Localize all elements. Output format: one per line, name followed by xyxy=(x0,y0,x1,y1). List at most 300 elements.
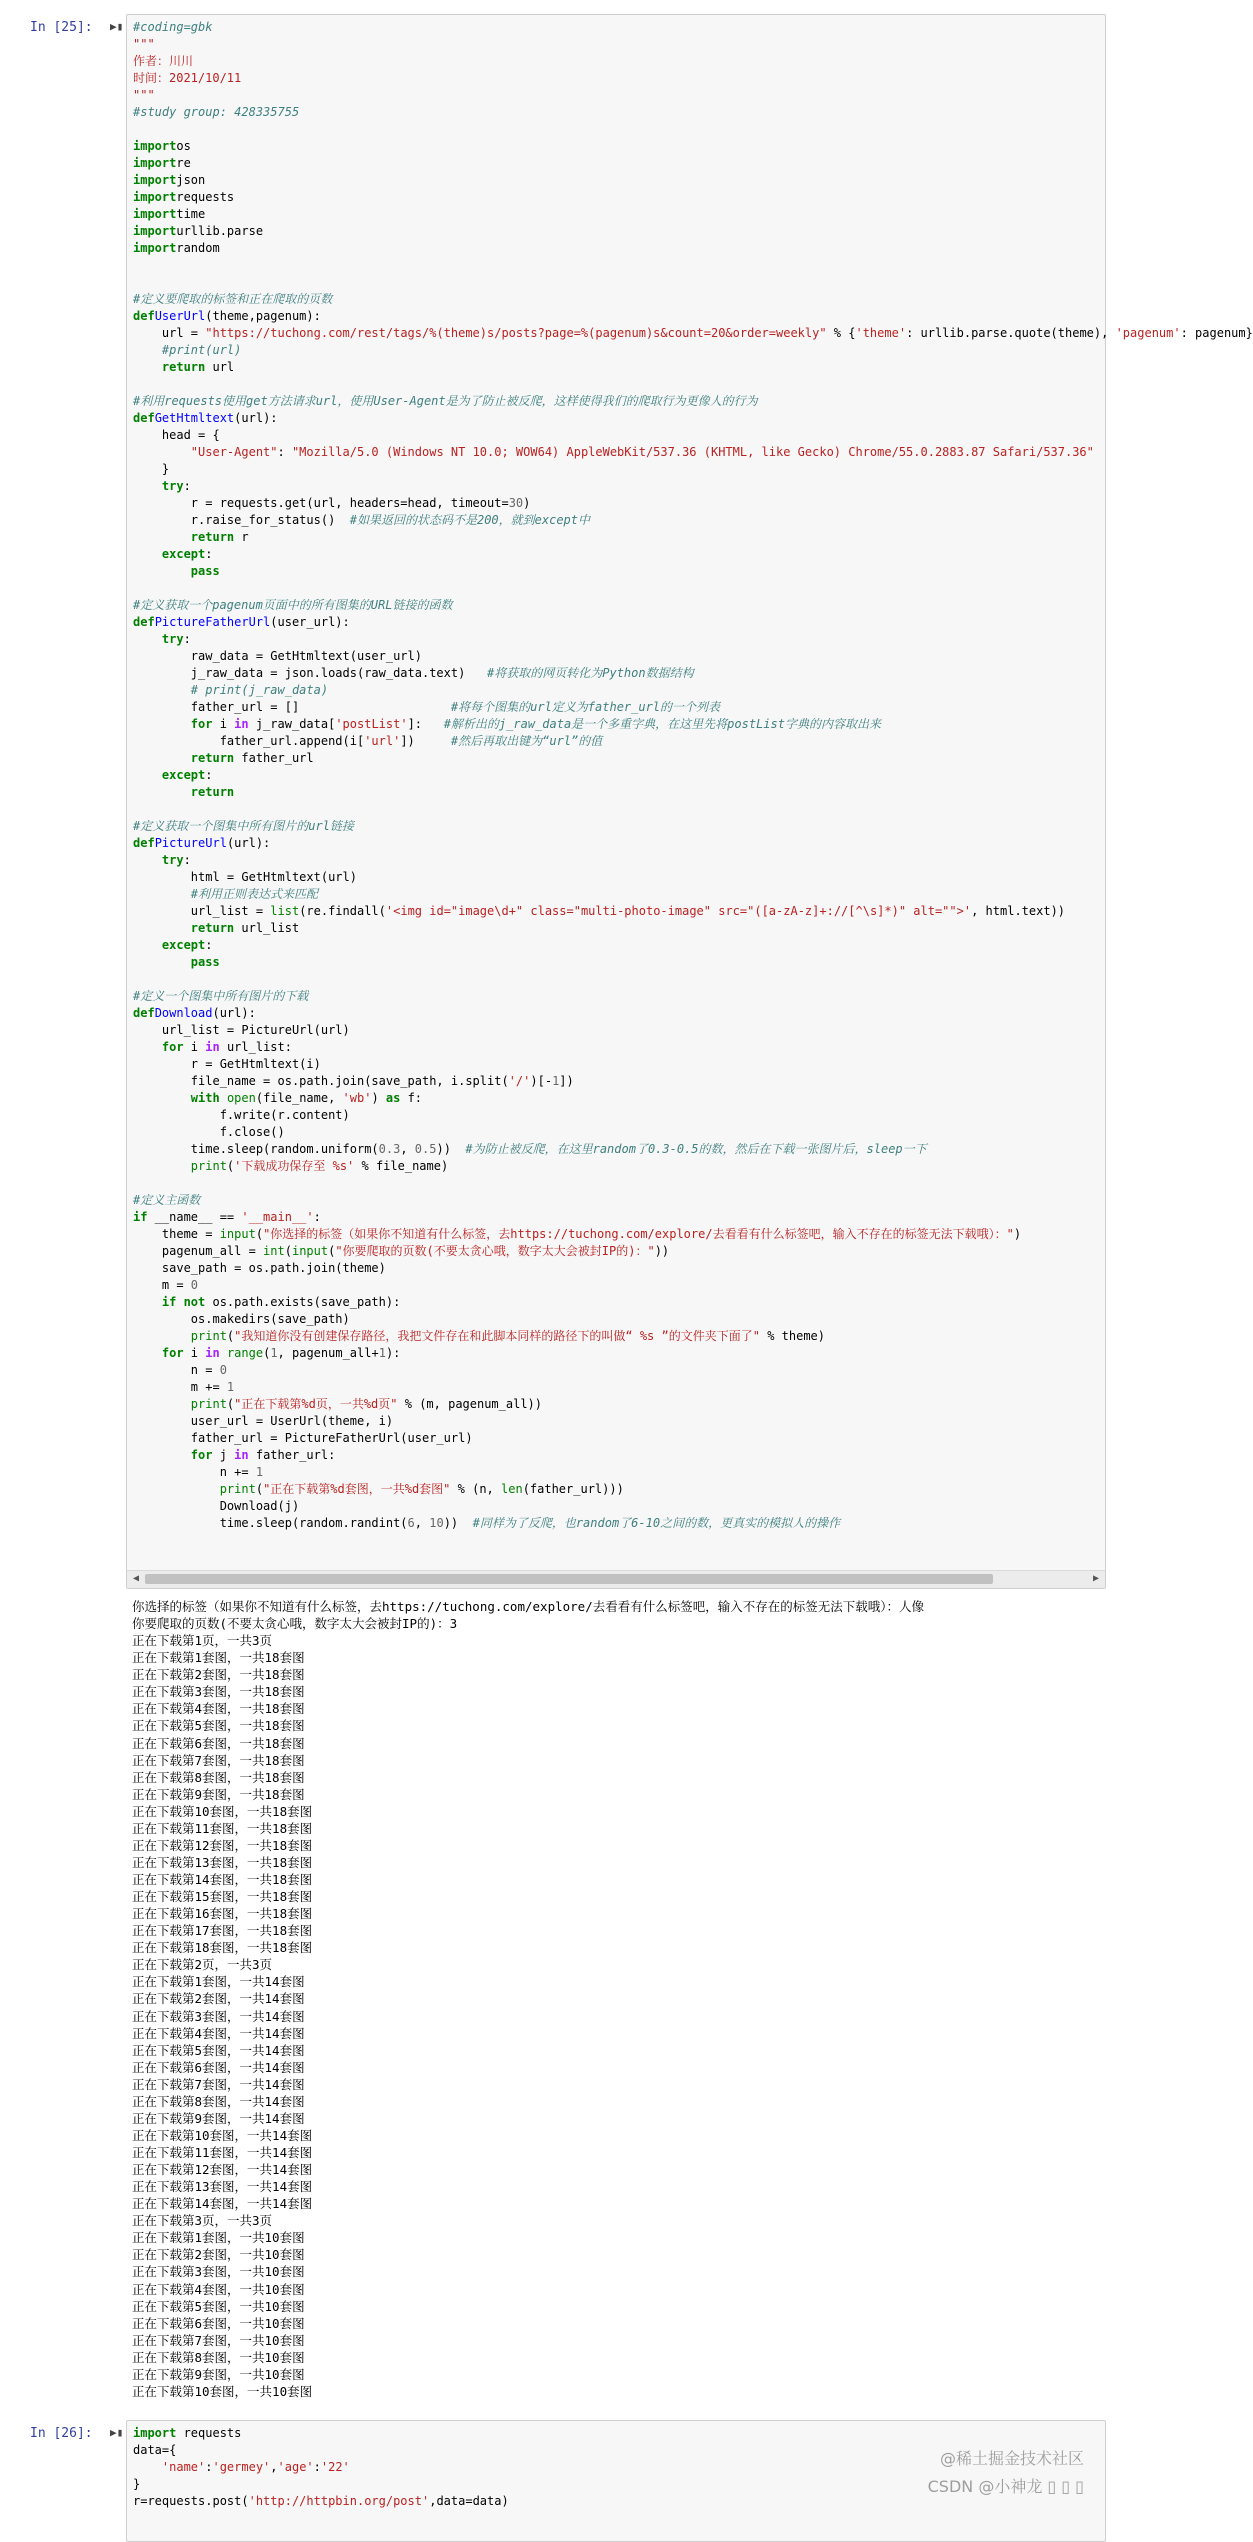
code-line[interactable] xyxy=(133,835,1099,852)
code-token: m = xyxy=(133,1278,191,1292)
code-line[interactable] xyxy=(133,1124,1099,1141)
code-line[interactable] xyxy=(133,53,1099,70)
code-line[interactable] xyxy=(133,1209,1099,1226)
code-token: '下载成功保存至 %s' xyxy=(234,1159,355,1173)
code-token: : xyxy=(183,479,191,493)
code-token: head = { xyxy=(133,428,220,442)
code-line[interactable] xyxy=(133,461,1099,478)
output-line: 正在下载第13套图，一共14套图 xyxy=(132,2179,313,2195)
code-token: os.path.exists(save_path): xyxy=(205,1295,401,1309)
code-token: #利用正则表达式来匹配 xyxy=(133,887,319,901)
code-token: '__main__' xyxy=(241,1210,314,1224)
code-token: 0 xyxy=(219,1363,227,1377)
code-token: % (m, pagenum_all)) xyxy=(397,1397,543,1411)
code-token: ( xyxy=(255,1482,264,1496)
code-line[interactable] xyxy=(133,1311,1099,1328)
code-token: theme = xyxy=(133,1227,220,1241)
output-line: 正在下载第17套图，一共18套图 xyxy=(132,1923,313,1939)
code-line[interactable] xyxy=(133,597,1099,614)
code-line[interactable] xyxy=(133,665,1099,682)
scrollbar-thumb[interactable] xyxy=(145,1574,993,1584)
code-token: (re.findall( xyxy=(299,904,386,918)
code-token: url_list = PictureUrl(url) xyxy=(133,1023,350,1037)
code-token: j_raw_data[ xyxy=(248,717,336,731)
code-line[interactable] xyxy=(133,223,1099,240)
code-token: % theme) xyxy=(759,1329,825,1343)
code-line[interactable] xyxy=(133,903,1099,920)
code-token: (theme,pagenum): xyxy=(205,309,321,323)
code-line[interactable] xyxy=(133,1447,1099,1464)
output-line: 正在下载第9套图，一共14套图 xyxy=(132,2110,305,2126)
code-line[interactable] xyxy=(133,257,1099,274)
code-line[interactable] xyxy=(133,342,1099,359)
code-token: 'http://httpbin.org/post' xyxy=(248,2494,430,2508)
code-token: return xyxy=(133,785,235,799)
code-token: time.sleep(random.randint( xyxy=(133,1516,408,1530)
code-token: #定义获取一个pagenum页面中的所有图集的URL链接的函数 xyxy=(133,598,453,612)
output-line: 正在下载第9套图，一共10套图 xyxy=(132,2366,305,2382)
code-line[interactable] xyxy=(133,529,1099,546)
code-token: print xyxy=(133,1397,227,1411)
code-line[interactable] xyxy=(133,1260,1099,1277)
code-token: raw_data = GetHtmltext(user_url) xyxy=(133,649,422,663)
code-token: in xyxy=(234,1448,249,1462)
code-line[interactable] xyxy=(133,410,1099,427)
code-token: for xyxy=(133,1346,184,1360)
code-line[interactable] xyxy=(133,1226,1099,1243)
code-token: "Mozilla/5.0 (Windows NT 10.0; WOW64) AppleWebKit/537.36 (KHTML, like Gecko) Chrome/55.0.2883.87 Safari/537.36" xyxy=(291,445,1094,459)
code-line[interactable] xyxy=(133,444,1099,461)
code-token: import xyxy=(133,241,177,255)
code-line[interactable] xyxy=(133,682,1099,699)
code-token: ( xyxy=(226,1159,235,1173)
code-token: open xyxy=(226,1091,256,1105)
code-token: r.raise_for_status() xyxy=(133,513,350,527)
code-token: input xyxy=(291,1244,329,1258)
output-line: 正在下载第6套图，一共10套图 xyxy=(132,2315,305,2331)
code-token: (father_url))) xyxy=(522,1482,624,1496)
output-line: 正在下载第2页，一共3页 xyxy=(132,1957,273,1973)
code-line[interactable] xyxy=(133,818,1099,835)
code-token: try xyxy=(133,479,184,493)
code-token: : xyxy=(205,2460,213,2474)
code-line[interactable] xyxy=(133,325,1253,342)
code-line[interactable] xyxy=(133,274,1099,291)
code-token: ( xyxy=(328,1244,336,1258)
code-line[interactable] xyxy=(133,631,1099,648)
code-line[interactable] xyxy=(133,393,1099,410)
code-token: ( xyxy=(226,1397,235,1411)
output-line: 正在下载第11套图，一共14套图 xyxy=(132,2145,313,2160)
code-line[interactable] xyxy=(133,1328,1099,1345)
code-token: : xyxy=(277,445,292,459)
code-token: i xyxy=(212,717,235,731)
code-token: ) xyxy=(523,496,531,510)
code-line[interactable] xyxy=(133,427,1099,444)
code-token: as xyxy=(385,1091,401,1105)
code-token: return xyxy=(133,751,235,765)
output-line: 正在下载第4套图，一共14套图 xyxy=(132,2025,305,2041)
code-token: 'wb' xyxy=(342,1091,372,1105)
code-token: 时间：2021/10/11 xyxy=(133,71,242,85)
code-token: file_name = os.path.join(save_path, i.split( xyxy=(133,1074,509,1088)
code-token: : xyxy=(183,853,191,867)
code-line[interactable] xyxy=(133,1192,1099,1209)
code-token: json xyxy=(176,173,206,187)
code-token: #定义主函数 xyxy=(133,1193,201,1207)
code-token: def xyxy=(133,309,155,323)
code-line[interactable] xyxy=(133,1158,1099,1175)
code-token: ,data=data) xyxy=(429,2494,509,2508)
code-token: } xyxy=(133,2477,141,2491)
code-token: , xyxy=(414,1516,430,1530)
code-token: % (n, xyxy=(450,1482,501,1496)
code-line[interactable] xyxy=(133,1413,1099,1430)
code-line[interactable] xyxy=(133,716,1099,733)
output-line: 正在下载第5套图，一共18套图 xyxy=(132,1718,305,1734)
code-token: def xyxy=(133,1006,155,1020)
code-line[interactable] xyxy=(133,988,1099,1005)
watermark-csdn: CSDN @小神龙 ▯ ▯ ▯ xyxy=(927,2477,1084,2496)
code-token: f.close() xyxy=(133,1125,285,1139)
output-line: 正在下载第10套图，一共14套图 xyxy=(132,2127,313,2143)
code-token: 1 xyxy=(552,1074,560,1088)
code-token: 'postList' xyxy=(335,717,408,731)
code-token: requests xyxy=(176,2426,242,2440)
code-line[interactable] xyxy=(133,971,1099,988)
code-token: len xyxy=(501,1482,523,1496)
code-token: return xyxy=(133,360,206,374)
code-line[interactable] xyxy=(133,580,1099,597)
code-token: : xyxy=(313,2460,321,2474)
code-token: except xyxy=(133,938,206,952)
code-token: url_list = xyxy=(133,904,271,918)
code-token: ( xyxy=(284,1244,292,1258)
code-editor[interactable] xyxy=(126,14,1253,1589)
code-token: os.makedirs(save_path) xyxy=(133,1312,350,1326)
code-token: except xyxy=(133,768,206,782)
code-token: , xyxy=(400,1142,415,1156)
code-line[interactable] xyxy=(133,920,1099,937)
code-line[interactable] xyxy=(133,1345,1099,1362)
output-line: 你选择的标签（如果你不知道有什么标签，去https://tuchong.com/explore/去看看有什么标签吧，输入不存在的标签无法下载哦）：人像 xyxy=(132,1599,924,1614)
code-line[interactable] xyxy=(133,614,1099,631)
code-token: "https://tuchong.com/rest/tags/%(theme)s/posts?page=%(pagenum)s&count=20&order=weekly" xyxy=(205,326,827,340)
code-token: (file_name, xyxy=(255,1091,343,1105)
output-line: 正在下载第1套图，一共18套图 xyxy=(132,1650,305,1666)
code-token: int xyxy=(263,1244,285,1258)
code-token: import xyxy=(133,190,177,204)
code-line[interactable] xyxy=(133,750,1099,767)
code-token: import xyxy=(133,156,177,170)
output-line: 正在下载第9套图，一共18套图 xyxy=(132,1786,305,1802)
output-line: 正在下载第13套图，一共18套图 xyxy=(132,1854,313,1870)
code-line[interactable] xyxy=(133,87,1099,104)
code-line[interactable] xyxy=(133,121,1099,138)
code-line[interactable] xyxy=(133,155,1099,172)
scroll-left-icon[interactable]: ◀ xyxy=(132,1573,140,1584)
code-line[interactable] xyxy=(133,172,1099,189)
output-line: 正在下载第15套图，一共18套图 xyxy=(132,1889,313,1905)
code-token: def xyxy=(133,411,155,425)
code-token: 1 xyxy=(226,1380,235,1394)
code-token: Download(j) xyxy=(133,1499,300,1513)
output-line: 正在下载第6套图，一共14套图 xyxy=(132,2059,305,2075)
code-line[interactable] xyxy=(133,1141,1099,1158)
code-token: time.sleep(random.uniform( xyxy=(133,1142,379,1156)
output-line: 正在下载第8套图，一共18套图 xyxy=(132,1769,305,1785)
code-token: j_raw_data = json.loads(raw_data.text) xyxy=(133,666,488,680)
code-token: n += xyxy=(133,1465,256,1479)
code-line[interactable] xyxy=(133,1073,1099,1090)
code-line[interactable] xyxy=(133,70,1099,87)
code-token: i xyxy=(183,1346,206,1360)
code-token: """ xyxy=(133,88,155,102)
code-token: #解析出的j_raw_data是一个多重字典，在这里先将postList字典的内容取出来 xyxy=(443,717,881,731)
run-marker-icon: ▶▮ xyxy=(110,20,124,33)
code-line[interactable] xyxy=(133,1022,1099,1039)
code-token: 'theme' xyxy=(855,326,907,340)
code-token: pass xyxy=(133,564,220,578)
code-token: 'name' xyxy=(133,2460,206,2474)
code-token: r = GetHtmltext(i) xyxy=(133,1057,321,1071)
code-token: print xyxy=(133,1159,227,1173)
code-token: save_path = os.path.join(theme) xyxy=(133,1261,386,1275)
code-token: print xyxy=(133,1329,227,1343)
output-line: 正在下载第3套图，一共14套图 xyxy=(132,2008,305,2024)
code-line[interactable] xyxy=(133,1396,1099,1413)
code-token: '<img id="image\d+" class="multi-photo-image" src="([a-zA-z]+://[^\s]*)" alt="">' xyxy=(385,904,972,918)
code-line[interactable] xyxy=(133,886,1099,903)
output-line: 正在下载第4套图，一共18套图 xyxy=(132,1701,305,1717)
code-token: ]: xyxy=(407,717,444,731)
code-line[interactable] xyxy=(133,954,1099,971)
code-line[interactable] xyxy=(133,1430,1099,1447)
code-line[interactable] xyxy=(133,1515,1099,1532)
code-token: import xyxy=(133,207,177,221)
code-line[interactable] xyxy=(133,1464,1099,1481)
code-line[interactable] xyxy=(133,1498,1099,1515)
code-token: j xyxy=(212,1448,235,1462)
output-line: 你要爬取的页数(不要太贪心哦，数字太大会被封IP的)：3 xyxy=(132,1616,458,1632)
code-token: r = requests.get(url, headers=head, timeout= xyxy=(133,496,509,510)
code-token: if not xyxy=(133,1295,206,1309)
output-line: 正在下载第11套图，一共18套图 xyxy=(132,1820,313,1836)
output-line: 正在下载第8套图，一共14套图 xyxy=(132,2093,305,2109)
code-line[interactable] xyxy=(133,767,1099,784)
code-line[interactable] xyxy=(133,1362,1099,1379)
code-line[interactable] xyxy=(133,699,1099,716)
code-token: : xyxy=(205,938,213,952)
scroll-right-icon[interactable]: ▶ xyxy=(1092,1573,1100,1584)
code-token: : urllib.parse.quote(theme), xyxy=(906,326,1116,340)
code-token: print xyxy=(133,1482,256,1496)
code-token: #将获取的网页转化为Python数据结构 xyxy=(487,666,694,680)
code-token: ): xyxy=(385,1346,401,1360)
code-token: for xyxy=(133,717,213,731)
code-line[interactable] xyxy=(133,308,1099,325)
code-line[interactable] xyxy=(133,784,1099,801)
code-token: r=requests.post( xyxy=(133,2494,249,2508)
output-line: 正在下载第3套图，一共10套图 xyxy=(132,2264,305,2280)
code-line[interactable] xyxy=(133,869,1099,886)
code-token: url = xyxy=(133,326,206,340)
code-token: #为防止被反爬，在这里random了0.3-0.5的数，然后在下载一张图片后，sleep一下 xyxy=(465,1142,927,1156)
code-token: ]) xyxy=(400,734,451,748)
code-token: : xyxy=(183,632,191,646)
code-line[interactable] xyxy=(133,648,1099,665)
code-token: 作者：川川 xyxy=(133,54,194,68)
code-line[interactable] xyxy=(133,852,1099,869)
code-token: in xyxy=(205,1040,220,1054)
code-token: __name__ == xyxy=(147,1210,242,1224)
output-line: 正在下载第14套图，一共14套图 xyxy=(132,2196,313,2212)
code-line[interactable] xyxy=(133,359,1099,376)
output-line: 正在下载第16套图，一共18套图 xyxy=(132,1906,313,1922)
code-token: m += xyxy=(133,1380,227,1394)
code-lines[interactable] xyxy=(127,15,1253,1532)
code-token xyxy=(220,1091,227,1105)
code-token: 1 xyxy=(378,1346,386,1360)
code-token: #study group: 428335755 xyxy=(133,105,300,119)
code-token: try xyxy=(133,632,184,646)
code-token: , pagenum_all+ xyxy=(277,1346,379,1360)
code-token: )) xyxy=(654,1244,670,1258)
code-token: , xyxy=(270,2460,278,2474)
code-line[interactable] xyxy=(133,1107,1099,1124)
output-line: 正在下载第5套图，一共10套图 xyxy=(132,2298,305,2314)
code-token: data={ xyxy=(133,2443,177,2457)
code-token: : xyxy=(205,768,213,782)
code-line[interactable] xyxy=(133,1090,1099,1107)
code-line[interactable] xyxy=(133,1005,1099,1022)
code-token: def xyxy=(133,615,155,629)
code-line[interactable] xyxy=(133,1294,1099,1311)
code-token: #定义获取一个图集中所有图片的url链接 xyxy=(133,819,354,833)
code-line[interactable] xyxy=(133,376,1099,393)
output-line: 正在下载第1套图，一共14套图 xyxy=(132,1974,305,1990)
output-line: 正在下载第10套图，一共10套图 xyxy=(132,2383,313,2399)
code-token: range xyxy=(226,1346,264,1360)
code-token: UserUrl xyxy=(154,309,206,323)
code-token: "User-Agent" xyxy=(133,445,278,459)
output-line: 正在下载第14套图，一共18套图 xyxy=(132,1872,313,1887)
code-line[interactable] xyxy=(133,19,1099,36)
code-token: if xyxy=(133,1210,148,1224)
code-token: , html.text)) xyxy=(971,904,1066,918)
code-token: # print(j_raw_data) xyxy=(133,683,329,697)
code-line[interactable] xyxy=(133,206,1099,223)
output-line: 正在下载第7套图，一共14套图 xyxy=(132,2076,305,2092)
code-line[interactable] xyxy=(133,1481,1099,1498)
horizontal-scrollbar[interactable] xyxy=(127,1570,1105,1588)
code-token: ( xyxy=(263,1346,271,1360)
code-token: ) xyxy=(1013,1227,1022,1241)
code-line[interactable] xyxy=(133,240,1099,257)
code-token: 10 xyxy=(429,1516,444,1530)
code-token: "你选择的标签（如果你不知道有什么标签，去https://tuchong.com/explore/去看看有什么标签吧，输入不存在的标签无法下载哦）：" xyxy=(263,1227,1014,1241)
code-line[interactable] xyxy=(133,512,1099,529)
code-token: )) xyxy=(443,1516,473,1530)
code-token: Download xyxy=(154,1006,213,1020)
code-token: : xyxy=(205,547,213,561)
output-line: 正在下载第7套图，一共18套图 xyxy=(132,1752,305,1768)
code-line[interactable] xyxy=(133,138,1099,155)
cell-output xyxy=(132,1598,1102,2400)
code-line[interactable] xyxy=(133,1379,1099,1396)
cell-prompt: In [25]: xyxy=(30,20,93,35)
code-token: 'germey' xyxy=(212,2460,271,2474)
code-token: url_list xyxy=(234,921,300,935)
code-token: 'pagenum' xyxy=(1115,326,1181,340)
code-line[interactable] xyxy=(133,36,1099,53)
code-line[interactable] xyxy=(133,1243,1099,1260)
code-token: #定义一个图集中所有图片的下载 xyxy=(133,989,309,1003)
code-token: (url): xyxy=(226,836,271,850)
code-line[interactable] xyxy=(133,563,1099,580)
code-token: ) xyxy=(371,1091,386,1105)
code-token: father_url: xyxy=(248,1448,336,1462)
code-token: father_url = [] xyxy=(133,700,451,714)
code-line[interactable] xyxy=(133,1175,1099,1192)
code-token: urllib.parse xyxy=(176,224,264,238)
code-token: % file_name) xyxy=(354,1159,449,1173)
code-token: } xyxy=(133,462,170,476)
code-token: '22' xyxy=(320,2460,350,2474)
code-token: ( xyxy=(226,1329,235,1343)
code-line[interactable] xyxy=(133,937,1099,954)
code-token: #将每个图集的url定义为father_url的一个列表 xyxy=(450,700,721,714)
code-token: random xyxy=(176,241,220,255)
code-line[interactable] xyxy=(133,733,1099,750)
code-token: except xyxy=(133,547,206,561)
code-line[interactable] xyxy=(133,2425,1099,2442)
code-token: PictureUrl xyxy=(154,836,227,850)
code-token: #然后再取出键为“url”的值 xyxy=(450,734,603,748)
code-token: def xyxy=(133,836,155,850)
code-line[interactable] xyxy=(133,546,1099,563)
code-token: list xyxy=(270,904,300,918)
code-token: "正在下载第%d页，一共%d页" xyxy=(234,1397,398,1411)
code-token: '/' xyxy=(508,1074,531,1088)
code-line[interactable] xyxy=(133,478,1099,495)
code-token: f: xyxy=(400,1091,423,1105)
code-line[interactable] xyxy=(133,1277,1099,1294)
output-line: 正在下载第2套图，一共10套图 xyxy=(132,2247,305,2263)
code-token: input xyxy=(219,1227,256,1241)
code-line[interactable] xyxy=(133,189,1099,206)
code-token: father_url xyxy=(234,751,314,765)
code-line[interactable] xyxy=(133,1039,1099,1056)
output-line: 正在下载第4套图，一共10套图 xyxy=(132,2281,305,2297)
code-line[interactable] xyxy=(133,495,1099,512)
code-token xyxy=(220,1346,227,1360)
code-token: #如果返回的状态码不是200，就到except中 xyxy=(349,513,590,527)
code-token: import xyxy=(133,2426,177,2440)
code-line[interactable] xyxy=(133,1056,1099,1073)
code-token: i xyxy=(183,1040,206,1054)
watermark-juejin: @稀土掘金技术社区 xyxy=(939,2449,1084,2468)
code-token: r xyxy=(234,530,249,544)
output-line: 正在下载第12套图，一共18套图 xyxy=(132,1837,313,1853)
code-token: return xyxy=(133,530,235,544)
code-token: (url): xyxy=(234,411,278,425)
code-token: (url): xyxy=(212,1006,256,1020)
code-line[interactable] xyxy=(133,291,1099,308)
code-line[interactable] xyxy=(133,104,1099,121)
code-token: : xyxy=(313,1210,321,1224)
code-line[interactable] xyxy=(133,801,1099,818)
